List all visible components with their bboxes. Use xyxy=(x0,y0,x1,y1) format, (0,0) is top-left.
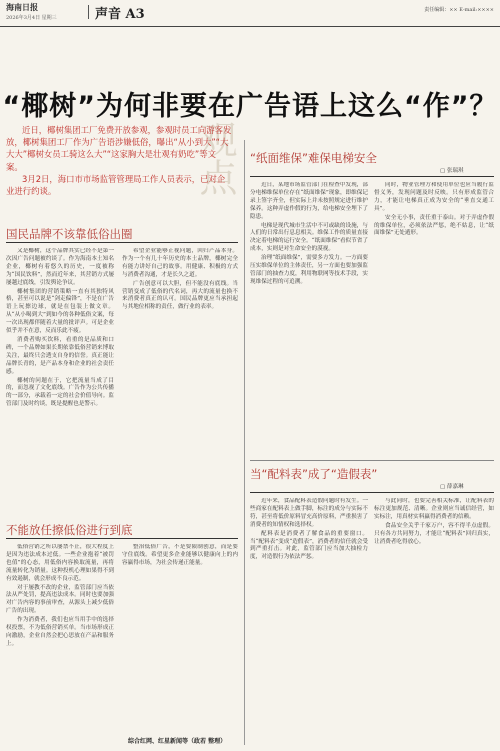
section-rule xyxy=(6,538,238,539)
section-heading: “纸面维保”难保电梯安全 xyxy=(250,151,377,165)
paragraph: 整治低俗广告，不是要限制创意，而是要守住底线。希望更多企业能够以健康向上的内容赢得市场，为社会传递正能量。 xyxy=(122,544,238,566)
section-rule xyxy=(6,242,238,243)
author-name: 张瑞琪 xyxy=(446,168,464,174)
article-column xyxy=(6,544,114,742)
article-column xyxy=(122,248,238,516)
paragraph: 低俗营销之所以屡禁不止，很大程度上是因为违法成本过低。一些企业抱着“被罚也值”的心态，用低俗内容换取流量，再将流量转化为销量。这种投机心理如果得不到有效遏制，就会形成不良示范。 xyxy=(6,544,114,582)
lead-paragraph xyxy=(6,124,232,197)
paragraph: 安全无小事，责任重于泰山。对于弄虚作假的维保单位，必须依法严惩，绝不姑息，让“纸面维保”无处遁形。 xyxy=(374,214,494,237)
paragraph: 广告创意可以大胆，但不能没有底线。当营销变成了低俗的代名词，再大的流量也换不来消费者真正的认可。国民品牌更应当承担起与其地位相称的责任，做行业的表率。 xyxy=(122,280,238,311)
article-column xyxy=(122,544,238,728)
paragraph: 作为消费者，我们也应当用手中的选择权投票，不为低俗营销买单。当市场形成正向激励，企业自然会把心思放在产品和服务上。 xyxy=(6,617,114,647)
section-rule xyxy=(250,492,494,493)
section-name: 声音 A3 xyxy=(95,7,145,22)
lead-text: 3月2日，海口市市场监管管理局工作人员表示，已对企业进行约谈。 xyxy=(6,173,226,197)
paragraph: 消费者购买饮料，看重的是品质和口碑，一个品牌如果长期依靠低俗营销来博取关注，最终只会透支自身的信誉。真正能让品牌长青的，是产品本身和企业的社会责任感。 xyxy=(6,336,114,375)
editor-info: 责任编辑：×× E-mail:×××× xyxy=(424,7,494,13)
source-credit: 综合红网、红星新闻等（政若 整理） xyxy=(128,738,227,745)
article-column xyxy=(250,182,368,454)
author-byline: ▢ 张瑞琪 xyxy=(440,168,464,174)
column-divider xyxy=(244,140,245,745)
header-divider xyxy=(88,5,89,19)
paragraph: 与此同时，也要完善相关标准，让配料表的标注更加规范、清晰。企业则应当诚信经营，如实标注，用真材实料赢得消费者的信赖。 xyxy=(374,498,494,520)
paragraph: 又是椰树，这个品牌其实已经不是第一次因广告问题被约谈了。作为海南本土知名企业，椰树有着悠久的历史，一度被称为“国民饮料”，然而近年来，其营销方式屡屡越过底线，引发舆论争议。 xyxy=(6,248,114,286)
issue-date: 2026年3月4日 星期三 xyxy=(6,15,57,21)
section-rule xyxy=(250,176,494,177)
paragraph: 食品安全关乎千家万户，容不得半点虚假。只有各方共同努力，才能让“配料表”回归真实，让消费者吃得放心。 xyxy=(374,522,494,545)
article-column xyxy=(374,498,494,746)
article-column xyxy=(374,182,494,454)
paragraph: 椰树集团的营销策略一直有其独特风格，甚至可以说是“剑走偏锋”，不是在广告语上玩擦边球，就是在包装上做文章。从“从小喝到大”到如今的各种低俗文案，每一次出现都伴随着大量的批评声。可是企业似乎并不在意，反而乐此不疲。 xyxy=(6,288,114,335)
paragraph: 近日，某地市场监管部门在检查中发现，部分电梯维保单位存在“纸面维保”现象，即维保记录上签字齐全，但实际上并未按照规定进行维护保养。这种弄虚作假的行为，给电梯安全埋下了隐患。 xyxy=(250,182,368,220)
paragraph: 治理“纸面维保”，需要多方发力。一方面要压实维保单位的主体责任，另一方面也要加强监管部门的抽查力度，利用物联网等技术手段，实现维保过程的可追溯。 xyxy=(250,255,368,285)
section-separator xyxy=(250,460,494,461)
author-name: 薛嘉琳 xyxy=(446,484,464,490)
paragraph: 对于屡教不改的企业，监管部门应当依法从严处罚，提高违法成本。同时也要加强对广告内容的事前审查，从源头上减少低俗广告的出现。 xyxy=(6,584,114,615)
section-heading: 不能放任擦低俗进行到底 xyxy=(6,523,133,537)
paragraph: 同时，物业管理方和使用单位也应当履行监督义务，发现问题及时反映。只有形成监管合力，才能让电梯真正成为安全的“垂直交通工具”。 xyxy=(374,182,494,212)
paragraph: 椰树的问题在于，它把流量当成了目的，而忽视了文化底线。广告作为公共传播的一部分，承载着一定的社会价值导向。监管部门及时约谈，既是提醒也是警示。 xyxy=(6,377,114,408)
article-column xyxy=(6,248,114,516)
page-header xyxy=(0,0,500,27)
column-watermark: 观点 xyxy=(193,120,237,196)
paragraph: 配料表是消费者了解食品的重要窗口。当“配料表”变成“造假表”，消费者的信任就会受到严重打击。对此，监管部门应当加大抽检力度，对造假行为依法严惩。 xyxy=(250,530,368,561)
newspaper-logo: 海南日报 xyxy=(6,2,38,12)
article-column xyxy=(250,498,368,746)
author-byline: ▢ 薛嘉琳 xyxy=(440,484,464,490)
paragraph: 希望企业能够正视问题，回归产品本身。作为一个有几十年历史的本土品牌，椰树完全有能力讲好自己的故事。用健康、积极的方式与消费者沟通，才是长久之道。 xyxy=(122,248,238,278)
section-heading: 国民品牌不该靠低俗出圈 xyxy=(6,227,133,241)
lead-text: 近日，椰树集团工厂免费开放参观，参观时员工向游客发放，椰树集团工厂作为广告语涉嫌低俗，曝出“从小到大”“大大大”椰树女员工骑这么大”“这家胸大是壮观有奶吃”等文案。 xyxy=(6,125,232,172)
paragraph: 近年来，食品配料表造假问题时有发生。一些商家在配料表上做手脚，标注的成分与实际不符，甚至将低价原料冒充高价原料，严重损害了消费者的知情权和选择权。 xyxy=(250,498,368,528)
paragraph: 电梯是现代城市生活中不可或缺的设施，与人们的日常出行息息相关。维保工作的质量直接决定着电梯的运行安全。“纸面维保”看似节省了成本，实则是对生命安全的漠视。 xyxy=(250,222,368,253)
page-title: “椰树”为何非要在广告语上这么“作”？ xyxy=(2,91,498,122)
section-heading: 当“配料表”成了“造假表” xyxy=(250,467,378,481)
